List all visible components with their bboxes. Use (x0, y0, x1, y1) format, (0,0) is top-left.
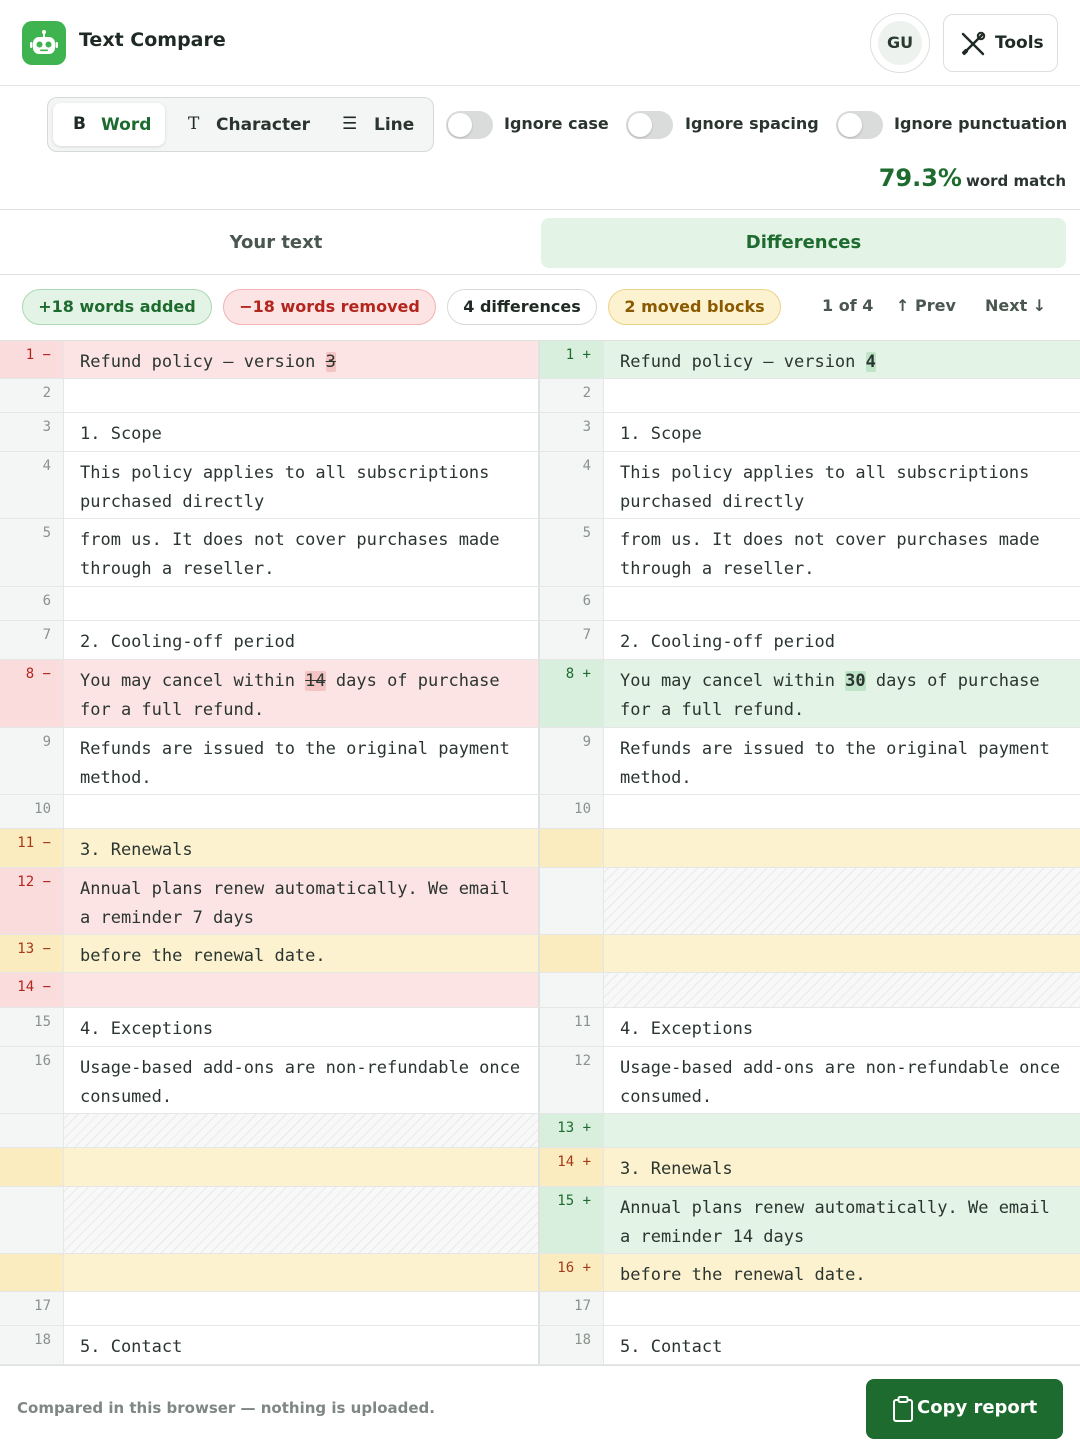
left-line (0, 1326, 540, 1364)
line-number: 17 (540, 1292, 604, 1325)
line-number: 3 (540, 413, 604, 451)
text-segment: 5. Contact (80, 1337, 183, 1357)
line-number (0, 1187, 64, 1253)
text-segment: 1. Scope (80, 424, 162, 444)
line-text (64, 935, 538, 972)
text-segment: Usage-based add-ons are non-refundable once consumed. (620, 1058, 1061, 1107)
right-line (540, 1292, 1080, 1325)
line-text (64, 1326, 538, 1364)
line-text (64, 1008, 538, 1046)
line-text (604, 379, 1080, 412)
line-text (604, 341, 1080, 378)
removed-word: 3 (325, 352, 336, 372)
right-line (540, 973, 1080, 1007)
left-line (0, 1114, 540, 1147)
robot-logo-icon (22, 21, 66, 65)
removed-word: 14 (305, 671, 326, 691)
right-line (540, 413, 1080, 451)
added-word: 4 (865, 352, 876, 372)
line-number: 9 (0, 728, 64, 794)
toggle-knob (838, 113, 862, 137)
line-number: 3 (0, 413, 64, 451)
line-number: 7 (540, 621, 604, 659)
tools-label: Tools (995, 33, 1044, 53)
line-text (64, 868, 538, 934)
line-text (604, 973, 1080, 1007)
line-number: 18 (540, 1326, 604, 1364)
prev-difference-button[interactable]: ↑ Prev (896, 296, 956, 315)
moved-blocks-badge: 2 moved blocks (608, 289, 781, 325)
clipboard-icon (892, 1396, 914, 1422)
right-line (540, 795, 1080, 828)
line-text (64, 795, 538, 828)
ignore-case-label: Ignore case (504, 114, 609, 133)
words-added-badge: +18 words added (22, 289, 212, 325)
line-text (64, 660, 538, 727)
line-number: 17 (0, 1292, 64, 1325)
line-text (604, 1047, 1080, 1113)
line-text (604, 1254, 1080, 1291)
right-line (540, 1326, 1080, 1364)
line-number: 9 (540, 728, 604, 794)
bold-b-icon: B (73, 114, 86, 134)
diff-row (0, 413, 1080, 452)
text-segment: before the renewal date. (620, 1265, 866, 1285)
diff-row (0, 621, 1080, 660)
line-number (0, 1254, 64, 1291)
text-segment: 2. Cooling-off period (80, 632, 295, 652)
mode-character-label: Character (216, 115, 311, 135)
diff-row (0, 1187, 1080, 1254)
right-line (540, 519, 1080, 586)
line-number (0, 1114, 64, 1147)
line-number: 18 (0, 1326, 64, 1364)
line-number: 2 (540, 379, 604, 412)
diff-row (0, 660, 1080, 728)
text-segment: 3. Renewals (80, 840, 193, 860)
line-number: 13 − (0, 935, 64, 972)
words-removed-badge: −18 words removed (223, 289, 436, 325)
line-number: 10 (0, 795, 64, 828)
text-segment: Annual plans renew automatically. We email a reminder 7 days (80, 879, 510, 928)
right-line (540, 587, 1080, 620)
line-number: 12 − (0, 868, 64, 934)
diff-row (0, 935, 1080, 973)
text-t-icon: T (188, 114, 200, 134)
right-line (540, 1187, 1080, 1253)
tab-your-text[interactable]: Your text (229, 232, 323, 253)
right-line (540, 341, 1080, 378)
line-text (604, 519, 1080, 586)
text-segment: Usage-based add-ons are non-refundable once consumed. (80, 1058, 521, 1107)
line-text (64, 1254, 538, 1291)
text-segment: before the renewal date. (80, 946, 326, 966)
line-text (604, 621, 1080, 659)
line-text (64, 341, 538, 378)
diff-row (0, 1148, 1080, 1187)
right-line (540, 1114, 1080, 1147)
line-text (604, 1292, 1080, 1325)
line-text (604, 660, 1080, 727)
left-line (0, 413, 540, 451)
line-text (604, 587, 1080, 620)
added-word: 30 (845, 671, 866, 691)
right-line (540, 379, 1080, 412)
line-number: 15 + (540, 1187, 604, 1253)
mode-word-label: Word (101, 115, 152, 135)
line-number: 5 (0, 519, 64, 586)
diff-row (0, 341, 1080, 379)
left-line (0, 379, 540, 412)
line-number: 2 (0, 379, 64, 412)
diff-row (0, 1292, 1080, 1326)
text-segment: 5. Contact (620, 1337, 723, 1357)
left-line (0, 1187, 540, 1253)
footer-bar (0, 1365, 1080, 1440)
left-line (0, 519, 540, 586)
text-segment: Refund policy — version (620, 352, 866, 372)
mode-character-button[interactable] (170, 103, 312, 146)
user-avatar[interactable] (870, 13, 930, 73)
line-number: 13 + (540, 1114, 604, 1147)
line-number (540, 935, 604, 972)
line-text (604, 1148, 1080, 1186)
line-number (0, 1148, 64, 1186)
line-number (540, 868, 604, 934)
line-text (64, 1114, 538, 1147)
text-segment: 3. Renewals (620, 1159, 733, 1179)
diff-row (0, 587, 1080, 621)
line-number: 12 (540, 1047, 604, 1113)
left-line (0, 829, 540, 867)
app-header (0, 0, 1080, 86)
differences-count-badge: 4 differences (447, 289, 597, 325)
text-segment: 4. Exceptions (80, 1019, 214, 1039)
line-text (64, 519, 538, 586)
line-text (604, 452, 1080, 518)
copy-report-label: Copy report (917, 1397, 1038, 1418)
ignore-spacing-toggle[interactable] (626, 111, 673, 139)
difference-position: 1 of 4 (822, 296, 874, 315)
line-number: 16 + (540, 1254, 604, 1291)
left-line (0, 795, 540, 828)
tools-button[interactable] (943, 14, 1058, 72)
diff-row (0, 1047, 1080, 1114)
right-line (540, 1047, 1080, 1113)
left-line (0, 341, 540, 378)
text-segment: 1. Scope (620, 424, 702, 444)
text-segment: This policy applies to all subscriptions purchased directly (80, 463, 490, 512)
line-text (604, 1008, 1080, 1046)
text-segment: days of purchase for a full refund. (80, 671, 500, 720)
line-number: 7 (0, 621, 64, 659)
line-text (604, 829, 1080, 867)
line-number: 14 − (0, 973, 64, 1007)
line-text (64, 728, 538, 794)
next-difference-button[interactable]: Next ↓ (985, 296, 1047, 315)
left-line (0, 1008, 540, 1046)
line-number: 14 + (540, 1148, 604, 1186)
mode-line-label: Line (374, 115, 415, 135)
diff-row (0, 1114, 1080, 1148)
text-segment: Refunds are issued to the original payment method. (80, 739, 510, 788)
text-segment: 4. Exceptions (620, 1019, 754, 1039)
line-number (540, 973, 604, 1007)
diff-view[interactable] (0, 340, 1080, 1365)
text-segment: 2. Cooling-off period (620, 632, 835, 652)
diff-row (0, 379, 1080, 413)
text-segment: Refund policy — version (80, 352, 326, 372)
line-text (64, 587, 538, 620)
line-text (64, 829, 538, 867)
right-line (540, 452, 1080, 518)
line-number: 4 (0, 452, 64, 518)
text-segment: You may cancel within (80, 671, 306, 691)
line-text (604, 1114, 1080, 1147)
ignore-punctuation-toggle[interactable] (836, 111, 883, 139)
line-text (64, 413, 538, 451)
diff-row (0, 795, 1080, 829)
line-number: 11 (540, 1008, 604, 1046)
line-number: 10 (540, 795, 604, 828)
copy-report-button[interactable] (866, 1379, 1063, 1439)
line-text (604, 795, 1080, 828)
ignore-case-toggle[interactable] (446, 111, 493, 139)
line-number: 4 (540, 452, 604, 518)
line-number (540, 829, 604, 867)
line-text (604, 1326, 1080, 1364)
left-line (0, 660, 540, 727)
ignore-spacing-label: Ignore spacing (685, 114, 819, 133)
line-text (64, 1187, 538, 1253)
left-line (0, 1292, 540, 1325)
diff-row (0, 452, 1080, 519)
right-line (540, 829, 1080, 867)
line-number: 6 (540, 587, 604, 620)
left-line (0, 1254, 540, 1291)
line-text (64, 1047, 538, 1113)
app-title: Text Compare (79, 29, 226, 51)
list-lines-icon: ☰ (342, 114, 358, 134)
right-line (540, 728, 1080, 794)
right-line (540, 868, 1080, 934)
avatar-initials: GU (878, 21, 922, 65)
diff-row (0, 1008, 1080, 1047)
text-segment: from us. It does not cover purchases made through a reseller. (620, 530, 1040, 579)
text-segment: days of purchase for a full refund. (620, 671, 1040, 720)
tab-differences[interactable]: Differences (541, 218, 1066, 268)
right-line (540, 621, 1080, 659)
line-text (604, 935, 1080, 972)
line-text (64, 621, 538, 659)
line-number: 6 (0, 587, 64, 620)
line-text (64, 1292, 538, 1325)
privacy-note: Compared in this browser — nothing is uploaded. (17, 1399, 435, 1417)
text-segment: from us. It does not cover purchases made through a reseller. (80, 530, 500, 579)
left-line (0, 1148, 540, 1186)
diff-row (0, 1326, 1080, 1365)
match-suffix: word match (965, 172, 1066, 190)
left-line (0, 621, 540, 659)
text-segment: Refunds are issued to the original payment method. (620, 739, 1050, 788)
line-number: 11 − (0, 829, 64, 867)
left-line (0, 587, 540, 620)
line-text (64, 452, 538, 518)
match-percent: 79.3% (878, 164, 962, 192)
toggle-knob (628, 113, 652, 137)
line-text (604, 1187, 1080, 1253)
left-line (0, 1047, 540, 1113)
mode-line-button[interactable] (318, 103, 430, 146)
tools-icon (960, 31, 986, 57)
right-line (540, 660, 1080, 727)
line-number: 5 (540, 519, 604, 586)
toggle-knob (448, 113, 472, 137)
line-number: 8 − (0, 660, 64, 727)
left-line (0, 935, 540, 972)
line-text (604, 868, 1080, 934)
diff-row (0, 519, 1080, 587)
left-line (0, 868, 540, 934)
left-line (0, 973, 540, 1007)
text-segment: This policy applies to all subscriptions purchased directly (620, 463, 1030, 512)
compare-mode-selector (47, 97, 434, 152)
ignore-punctuation-label: Ignore punctuation (894, 114, 1068, 133)
line-number: 1 + (540, 341, 604, 378)
left-line (0, 452, 540, 518)
line-text (604, 728, 1080, 794)
line-number: 8 + (540, 660, 604, 727)
panel-tabs (0, 209, 1080, 275)
line-text (64, 973, 538, 1007)
mode-word-button[interactable] (53, 103, 165, 146)
text-segment: You may cancel within (620, 671, 846, 691)
diff-row (0, 1254, 1080, 1292)
right-line (540, 1148, 1080, 1186)
diff-row (0, 829, 1080, 868)
line-number: 1 − (0, 341, 64, 378)
left-line (0, 728, 540, 794)
line-text (64, 1148, 538, 1186)
line-text (604, 413, 1080, 451)
diff-row (0, 868, 1080, 935)
line-text (64, 379, 538, 412)
right-line (540, 1254, 1080, 1291)
right-line (540, 1008, 1080, 1046)
text-segment: Annual plans renew automatically. We email a reminder 14 days (620, 1198, 1050, 1247)
right-line (540, 935, 1080, 972)
line-number: 15 (0, 1008, 64, 1046)
diff-row (0, 728, 1080, 795)
match-score (879, 164, 1066, 192)
diff-row (0, 973, 1080, 1008)
line-number: 16 (0, 1047, 64, 1113)
